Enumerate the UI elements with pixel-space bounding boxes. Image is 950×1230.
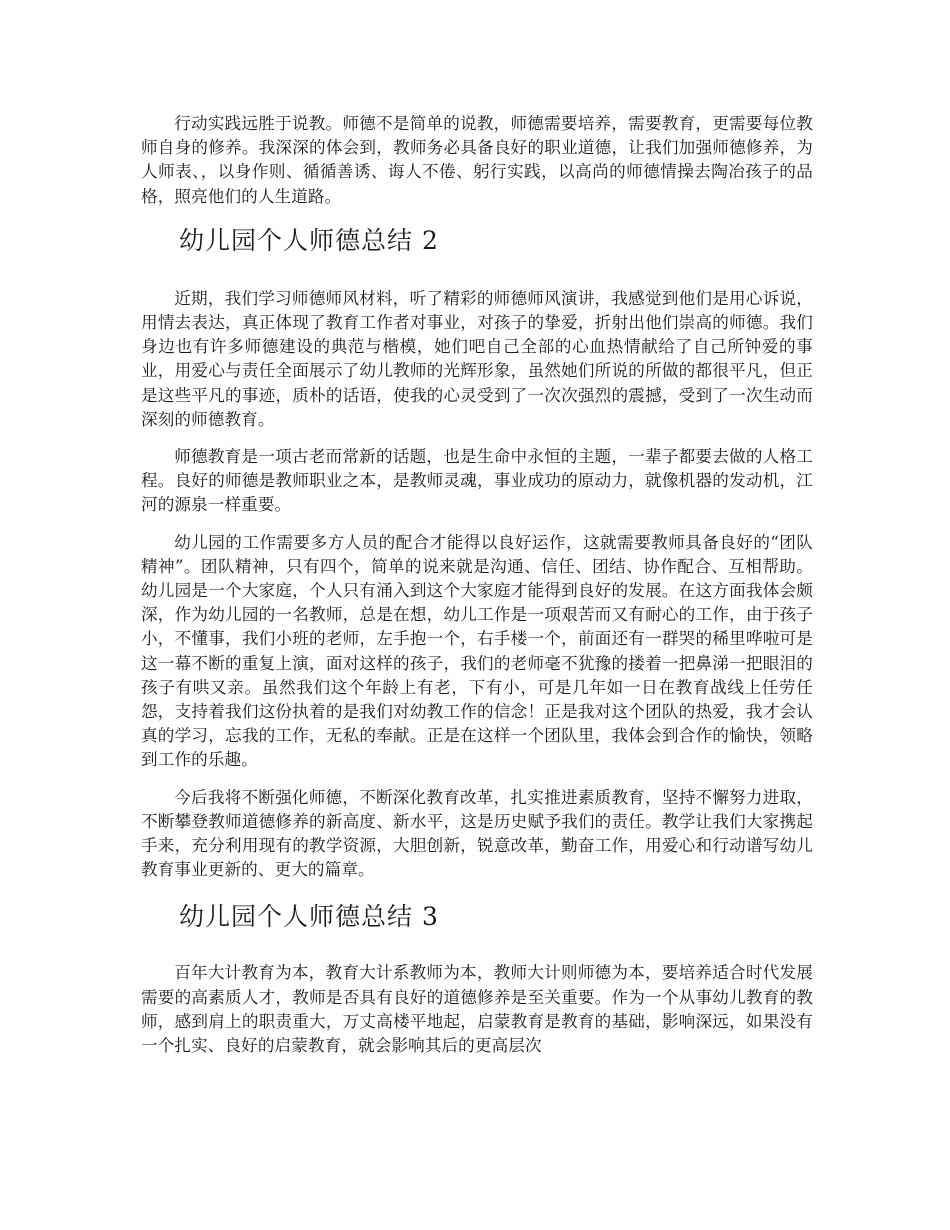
section-2-paragraph-3: 幼儿园的工作需要多方人员的配合才能得以良好运作，这就需要教师具备良好的“团队精神”。团队精神，只有四个，简单的说来就是沟通、信任、团结、协作配合、互相帮助。幼儿园是一个大家庭，个人只有涌入到这个大家庭才能得到良好的发展。在这方面我体会颇深，作为幼儿园的一名教师，总是在想，幼儿工作是一项艰苦而又有耐心的工作，由于孩子小，不懂事，我们小班的老师，左手抱一个，右手楼一个，前面还有一群哭的稀里哗啦可是这一幕不断的重复上演，面对这样的孩子，我们的老师毫不犹豫的搂着一把鼻涕一把眼泪的孩子有哄又亲。虽然我们这个年龄上有老，下有小，可是几年如一日在教育战线上任劳任怨，支持着我们这份执着的是我们对幼教工作的信念！正是我对这个团队的热爱，我才会认真的学习，忘我的工作，无私的奉献。正是在这样一个团队里，我体会到合作的愉快，领略到工作的乐趣。 (141, 532, 813, 770)
section-3-paragraph-1: 百年大计教育为本，教育大计系教师为本，教师大计则师德为本，要培养适合时代发展需要的高素质人才，教师是否具有良好的道德修养是至关重要。作为一个从事幼儿教育的教师，感到肩上的职责重大，万丈高楼平地起，启蒙教育是教育的基础，影响深远，如果没有一个扎实、良好的启蒙教育，就会影响其后的更高层次 (141, 963, 813, 1056)
section-2-paragraph-4: 今后我将不断强化师德，不断深化教育改革，扎实推进素质教育，坚持不懈努力进取，不断攀登教师道德修养的新高度、新水平，这是历史赋予我们的责任。教学让我们大家携起手来，充分利用现有的教学资源，大胆创新，锐意改革，勤奋工作，用爱心和行动谱写幼儿教育事业更新的、更大的篇章。 (141, 787, 813, 880)
section-3-title: 幼儿园个人师德总结 3 (179, 902, 439, 932)
intro-paragraph: 行动实践远胜于说教。师德不是简单的说教，师德需要培养，需要教育，更需要每位教师自身的修养。我深深的体会到，教师务必具备良好的职业道德，让我们加强师德修养，为人师表、，以身作则、循循善诱、诲人不倦、躬行实践，以高尚的师德情操去陶冶孩子的品格，照亮他们的人生道路。 (141, 114, 813, 206)
section-2-paragraph-1: 近期，我们学习师德师风材料，听了精彩的师德师风演讲，我感觉到他们是用心诉说，用情去表达，真正体现了教育工作者对事业，对孩子的挚爱，折射出他们崇高的师德。我们身边也有许多师德建设的典范与楷模，她们吧自己全部的心血热情献给了自己所钟爱的事业，用爱心与责任全面展示了幼儿教师的光辉形象，虽然她们所说的所做的都很平凡，但正是这些平凡的事迹，质朴的话语，使我的心灵受到了一次次强烈的震撼，受到了一次生动而深刻的师德教育。 (141, 288, 813, 429)
section-2-paragraph-2: 师德教育是一项古老而常新的话题，也是生命中永恒的主题，一辈子都要去做的人格工程。良好的师德是教师职业之本，是教师灵魂，事业成功的原动力，就像机器的发动机，江河的源泉一样重要。 (141, 447, 813, 515)
document-page (141, 112, 813, 1058)
section-2-title: 幼儿园个人师德总结 2 (179, 225, 439, 255)
